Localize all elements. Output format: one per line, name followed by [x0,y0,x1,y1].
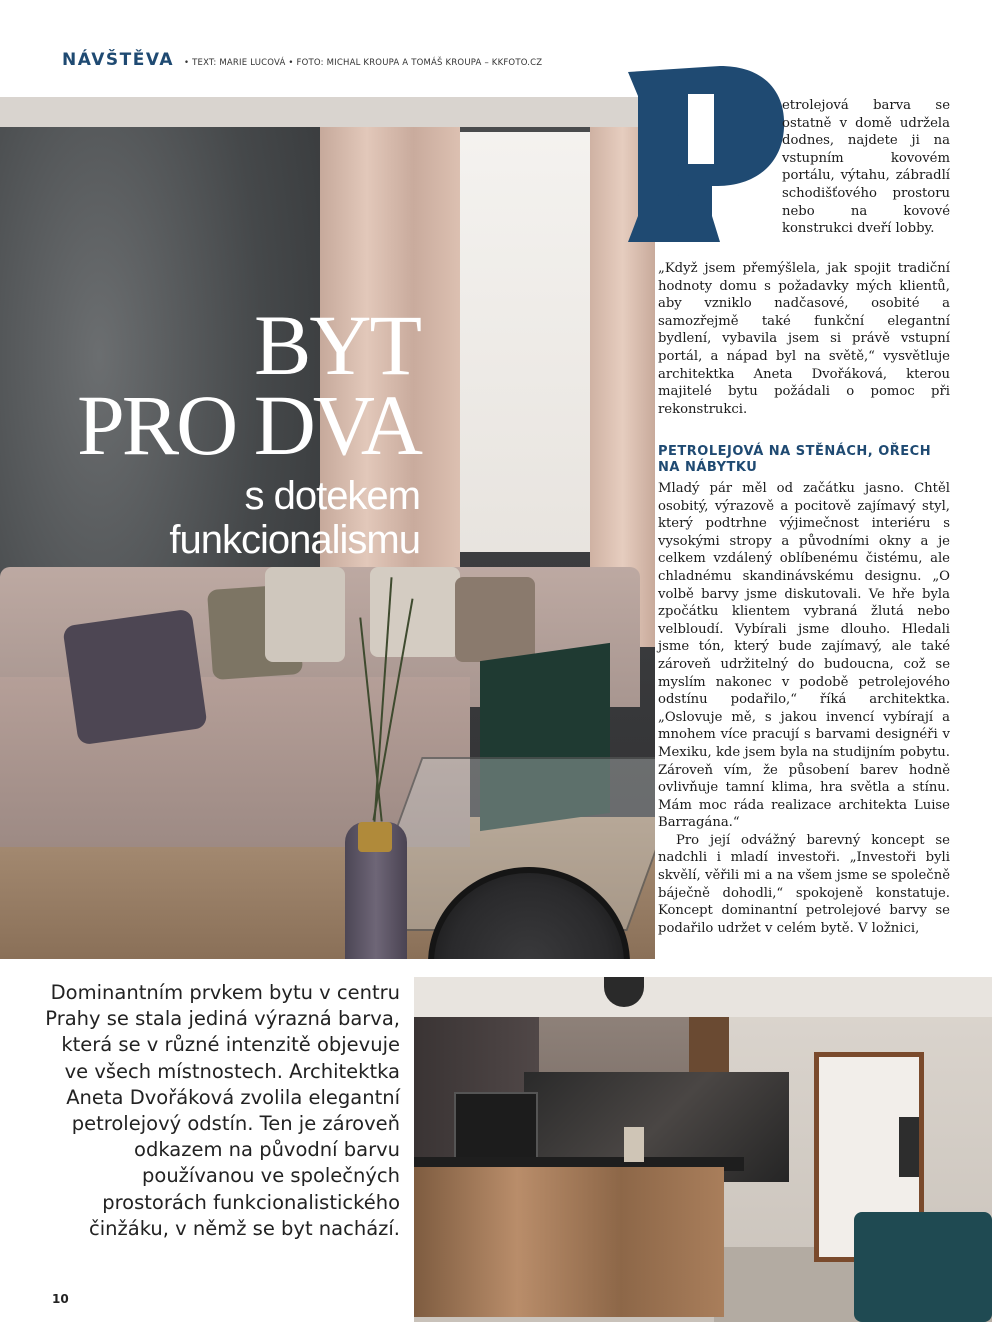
window [455,132,595,552]
title-line-1: BYT [254,297,420,393]
paragraph-2: Mladý pár měl od začátku jasno. Chtěl osobitý, výrazově a pocitově zajímavý styl, který podtrhne výjimečnost interiéru s vysokými stropy a původními okny a je celkem vzdálený oblíbenému čistému, ale chladnému skandinávskému designu. „O volbě barvy jsme diskutovali. Ve hře byla zpočátku klientem vybraná žlutá nebo velbloudí. Vybírali jsme dlouho. Hledali jsme tón, který bude zajímavý, ale také zároveň udržitelný do budoucna, což se myslím nakonec v podobě petrolejového odstínu podařilo,“ říká architektka. „Oslovuje mě, s jakou invencí vybírají a mnohem více pracují s barvami designéři v Mexiku, kde jsem byla na studijním pobytu. Zároveň vím, že působení barev hodně ovlivňuje tamní klima, hra světla a stínu. Mám moc ráda realizace architekta Luise Barragána.“ [658,481,950,831]
title-line-2: PRO DVA [76,377,420,473]
photo-caption: Dominantním prvkem bytu v centru Prahy se stala jediná výrazná barva, která se v různé intenzitě objevuje ve všech místnostech. Architektka Aneta Dvořáková zvolila elegantní petrolejový odstín. Ten je zároveň odkazem na původní barvu používanou ve společných prostorách funkcionalistického činžáku, v němž se byt nachází. [45,981,400,1240]
lead-text: etrolejová barva se ostatně v domě udržela dodnes, najdete ji na vstupním kovovém portálu, výtahu, zábradlí schodišťového prostoru nebo na kovové konstrukci dveří lobby. [782,98,950,237]
shelf-unit [899,1117,919,1177]
drop-cap-letter: P [678,195,680,197]
wood-shelf [689,1017,729,1077]
lead-column [782,97,950,238]
walnut-kitchen-island [414,1167,724,1317]
subtitle-line-2: funkcionalismu [169,518,420,562]
cushion [62,609,207,746]
ceiling [0,97,655,127]
body-column [658,480,950,937]
page-number: 10 [52,1292,69,1306]
drop-cap [628,66,786,244]
bottles [624,1127,644,1162]
paragraph-3: Pro její odvážný barevný koncept se nadchli i mladí investoři. „Investoři byli skvělí, věřili mi a na všem jsme se společně báječně dohodli,“ spokojeně konstatuje. Koncept dominantní petrolejové barvy se podařilo udržet v celém bytě. V ložnici, [658,832,950,936]
kitchen-photo [414,977,992,1322]
credits-line: • TEXT: MARIE LUCOVÁ • FOTO: MICHAL KROUPA A TOMÁŠ KROUPA – KKFOTO.CZ [184,58,543,68]
oven [454,1092,538,1166]
page-header [62,50,542,74]
hero-photo-living-room [0,97,655,959]
paragraph-1-column [658,260,950,418]
cushion [265,567,345,662]
hero-title [0,297,420,562]
section-label: NÁVŠTĚVA [62,50,174,70]
cushion [370,567,460,657]
paragraph-1: „Když jsem přemýšlela, jak spojit tradiční hodnoty domu s požadavky mých klientů, aby vzniklo nadčasové, osobité a samozřejmě také funkční elegantní bydlení, vybavila jsem si právě vstupní portál, a nápad byl na světě,“ vysvětluje architektka Aneta Dvořáková, kterou majitelé bytu požádali o pomoc při rekonstrukci. [658,261,950,417]
petrol-sofa [854,1212,992,1322]
subtitle-line-1: s dotekem [244,474,420,518]
vase-neck [358,822,392,852]
kitchen-ceiling [414,977,992,1017]
cushion [455,577,535,662]
article-subheading: PETROLEJOVÁ NA STĚNÁCH, OŘECH NA NÁBYTKU [658,444,932,475]
